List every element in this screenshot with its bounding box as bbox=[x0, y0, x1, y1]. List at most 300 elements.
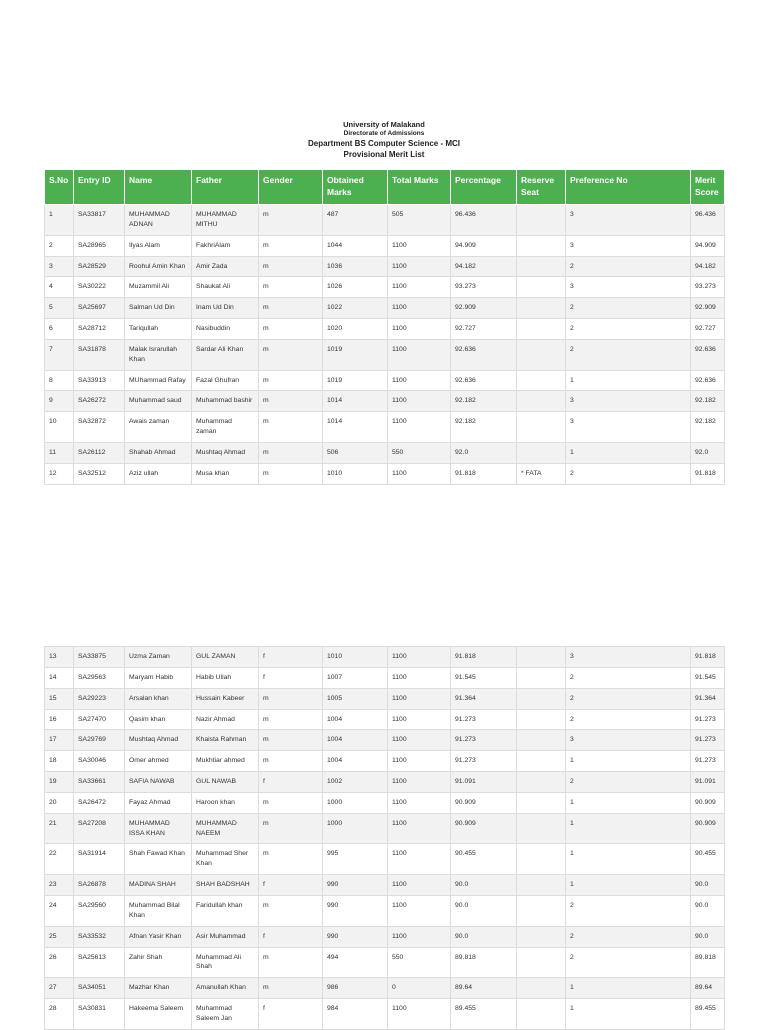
cell-merit-score: 91.273 bbox=[691, 709, 725, 730]
cell-merit-score: 90.0 bbox=[691, 875, 725, 896]
cell-percentage: 92.0 bbox=[451, 442, 517, 463]
cell-total-marks: 1100 bbox=[388, 339, 451, 370]
cell-preference-no: 1 bbox=[566, 999, 691, 1030]
cell-obtained-marks: 1004 bbox=[323, 730, 388, 751]
cell-father: MUHAMMAD MITHU bbox=[192, 205, 259, 236]
table-row bbox=[45, 688, 725, 709]
cell-preference-no: 1 bbox=[566, 442, 691, 463]
cell-total-marks: 1100 bbox=[388, 772, 451, 793]
cell-reserve-seat bbox=[517, 319, 566, 340]
cell-merit-score: 92.0 bbox=[691, 442, 725, 463]
cell-percentage: 92.636 bbox=[451, 370, 517, 391]
cell-sno: 17 bbox=[45, 730, 74, 751]
cell-sno: 26 bbox=[45, 947, 74, 978]
cell-obtained-marks: 1004 bbox=[323, 709, 388, 730]
cell-father: GUL NAWAB bbox=[192, 772, 259, 793]
cell-reserve-seat bbox=[517, 709, 566, 730]
cell-sno: 24 bbox=[45, 895, 74, 926]
cell-entry-id: SA25613 bbox=[74, 947, 125, 978]
cell-merit-score: 91.545 bbox=[691, 667, 725, 688]
cell-percentage: 91.273 bbox=[451, 730, 517, 751]
cell-sno: 7 bbox=[45, 339, 74, 370]
cell-percentage: 92.909 bbox=[451, 298, 517, 319]
cell-percentage: 94.909 bbox=[451, 235, 517, 256]
cell-percentage: 92.727 bbox=[451, 319, 517, 340]
cell-gender: m bbox=[259, 751, 323, 772]
cell-preference-no: 2 bbox=[566, 463, 691, 484]
cell-total-marks: 1100 bbox=[388, 875, 451, 896]
cell-sno: 13 bbox=[45, 647, 74, 668]
cell-father: Fazal Ghufran bbox=[192, 370, 259, 391]
column-header-percentage: Percentage bbox=[451, 170, 517, 205]
cell-father: Faridullah khan bbox=[192, 895, 259, 926]
cell-name: Muhammad saud bbox=[125, 391, 192, 412]
cell-sno: 21 bbox=[45, 813, 74, 844]
cell-reserve-seat bbox=[517, 235, 566, 256]
cell-name: SAFIA NAWAB bbox=[125, 772, 192, 793]
table-row bbox=[45, 926, 725, 947]
cell-entry-id: SA29560 bbox=[74, 895, 125, 926]
cell-gender: m bbox=[259, 730, 323, 751]
table-row bbox=[45, 844, 725, 875]
cell-obtained-marks: 984 bbox=[323, 999, 388, 1030]
cell-sno: 9 bbox=[45, 391, 74, 412]
cell-merit-score: 92.636 bbox=[691, 370, 725, 391]
cell-entry-id: SA32512 bbox=[74, 463, 125, 484]
cell-entry-id: SA26878 bbox=[74, 875, 125, 896]
cell-preference-no: 2 bbox=[566, 947, 691, 978]
cell-entry-id: SA30222 bbox=[74, 277, 125, 298]
table-row bbox=[45, 235, 725, 256]
cell-total-marks: 1100 bbox=[388, 463, 451, 484]
cell-name: Ilyas Alam bbox=[125, 235, 192, 256]
cell-percentage: 91.273 bbox=[451, 709, 517, 730]
cell-sno: 22 bbox=[45, 844, 74, 875]
cell-gender: m bbox=[259, 895, 323, 926]
department-title: Department BS Computer Science - MCI bbox=[307, 138, 461, 148]
cell-percentage: 93.273 bbox=[451, 277, 517, 298]
cell-gender: m bbox=[259, 298, 323, 319]
column-header-father: Father bbox=[192, 170, 259, 205]
cell-total-marks: 1100 bbox=[388, 844, 451, 875]
cell-reserve-seat bbox=[517, 339, 566, 370]
cell-father: Mushtaq Ahmad bbox=[192, 442, 259, 463]
column-header-preference-no: Preference No bbox=[566, 170, 691, 205]
cell-reserve-seat bbox=[517, 256, 566, 277]
cell-obtained-marks: 487 bbox=[323, 205, 388, 236]
cell-sno: 23 bbox=[45, 875, 74, 896]
cell-sno: 14 bbox=[45, 667, 74, 688]
cell-sno: 3 bbox=[45, 256, 74, 277]
cell-name: MUhammad Rafay bbox=[125, 370, 192, 391]
cell-sno: 12 bbox=[45, 463, 74, 484]
cell-reserve-seat bbox=[517, 730, 566, 751]
cell-merit-score: 90.909 bbox=[691, 813, 725, 844]
cell-father: Muhammad Sher Khan bbox=[192, 844, 259, 875]
cell-entry-id: SA27470 bbox=[74, 709, 125, 730]
merit-table-page-1 bbox=[44, 169, 725, 485]
cell-merit-score: 92.636 bbox=[691, 339, 725, 370]
cell-merit-score: 92.182 bbox=[691, 391, 725, 412]
cell-obtained-marks: 1014 bbox=[323, 391, 388, 412]
cell-entry-id: SA33913 bbox=[74, 370, 125, 391]
cell-gender: f bbox=[259, 875, 323, 896]
cell-name: Salman Ud Din bbox=[125, 298, 192, 319]
cell-percentage: 91.818 bbox=[451, 647, 517, 668]
table-row bbox=[45, 751, 725, 772]
cell-reserve-seat bbox=[517, 978, 566, 999]
cell-father: Muhammad Ali Shah bbox=[192, 947, 259, 978]
table-row bbox=[45, 667, 725, 688]
cell-gender: m bbox=[259, 235, 323, 256]
cell-name: Tariqullah bbox=[125, 319, 192, 340]
cell-father: Muhammad Saleem Jan bbox=[192, 999, 259, 1030]
cell-obtained-marks: 494 bbox=[323, 947, 388, 978]
cell-obtained-marks: 990 bbox=[323, 895, 388, 926]
cell-preference-no: 3 bbox=[566, 412, 691, 443]
list-title: Provisional Merit List bbox=[343, 149, 425, 159]
table-row bbox=[45, 256, 725, 277]
cell-total-marks: 1100 bbox=[388, 813, 451, 844]
cell-obtained-marks: 1026 bbox=[323, 277, 388, 298]
cell-obtained-marks: 1002 bbox=[323, 772, 388, 793]
cell-entry-id: SA26472 bbox=[74, 792, 125, 813]
cell-preference-no: 3 bbox=[566, 277, 691, 298]
cell-entry-id: SA30831 bbox=[74, 999, 125, 1030]
table-header-row bbox=[45, 170, 725, 205]
cell-name: Qasim khan bbox=[125, 709, 192, 730]
cell-gender: f bbox=[259, 667, 323, 688]
cell-preference-no: 2 bbox=[566, 709, 691, 730]
cell-obtained-marks: 990 bbox=[323, 926, 388, 947]
cell-entry-id: SA28965 bbox=[74, 235, 125, 256]
cell-merit-score: 90.0 bbox=[691, 926, 725, 947]
cell-preference-no: 1 bbox=[566, 370, 691, 391]
cell-reserve-seat bbox=[517, 875, 566, 896]
cell-gender: m bbox=[259, 412, 323, 443]
cell-sno: 4 bbox=[45, 277, 74, 298]
cell-father: Habib Ullah bbox=[192, 667, 259, 688]
cell-obtained-marks: 1004 bbox=[323, 751, 388, 772]
cell-reserve-seat bbox=[517, 391, 566, 412]
cell-total-marks: 0 bbox=[388, 978, 451, 999]
cell-name: Malak Israrullah Khan bbox=[125, 339, 192, 370]
cell-merit-score: 91.091 bbox=[691, 772, 725, 793]
table-row bbox=[45, 442, 725, 463]
cell-gender: m bbox=[259, 947, 323, 978]
cell-percentage: 90.0 bbox=[451, 875, 517, 896]
cell-reserve-seat bbox=[517, 999, 566, 1030]
cell-merit-score: 90.455 bbox=[691, 844, 725, 875]
cell-percentage: 89.455 bbox=[451, 999, 517, 1030]
cell-obtained-marks: 1000 bbox=[323, 792, 388, 813]
cell-percentage: 91.545 bbox=[451, 667, 517, 688]
cell-sno: 1 bbox=[45, 205, 74, 236]
cell-preference-no: 2 bbox=[566, 688, 691, 709]
cell-name: Roohul Amin Khan bbox=[125, 256, 192, 277]
cell-total-marks: 1100 bbox=[388, 412, 451, 443]
cell-father: Amir Zada bbox=[192, 256, 259, 277]
cell-total-marks: 1100 bbox=[388, 235, 451, 256]
cell-gender: m bbox=[259, 813, 323, 844]
directorate-name: Directorate of Admissions bbox=[343, 130, 425, 138]
cell-father: Sardar Ali Khan bbox=[192, 339, 259, 370]
cell-father: Khaista Rahman bbox=[192, 730, 259, 751]
cell-preference-no: 2 bbox=[566, 772, 691, 793]
cell-obtained-marks: 1010 bbox=[323, 647, 388, 668]
cell-merit-score: 91.273 bbox=[691, 751, 725, 772]
cell-father: Hussain Kabeer bbox=[192, 688, 259, 709]
cell-total-marks: 1100 bbox=[388, 319, 451, 340]
cell-total-marks: 1100 bbox=[388, 256, 451, 277]
table-row bbox=[45, 319, 725, 340]
cell-preference-no: 3 bbox=[566, 730, 691, 751]
cell-total-marks: 550 bbox=[388, 442, 451, 463]
table-row bbox=[45, 999, 725, 1030]
cell-preference-no: 1 bbox=[566, 875, 691, 896]
cell-name: MUHAMMAD ISSA KHAN bbox=[125, 813, 192, 844]
cell-father: Nasibuddin bbox=[192, 319, 259, 340]
cell-total-marks: 1100 bbox=[388, 277, 451, 298]
cell-percentage: 90.0 bbox=[451, 926, 517, 947]
table-row bbox=[45, 412, 725, 443]
cell-preference-no: 1 bbox=[566, 978, 691, 999]
cell-reserve-seat bbox=[517, 751, 566, 772]
cell-reserve-seat bbox=[517, 647, 566, 668]
cell-percentage: 94.182 bbox=[451, 256, 517, 277]
cell-preference-no: 2 bbox=[566, 319, 691, 340]
cell-percentage: 89.64 bbox=[451, 978, 517, 999]
cell-entry-id: SA33875 bbox=[74, 647, 125, 668]
cell-entry-id: SA29223 bbox=[74, 688, 125, 709]
cell-merit-score: 90.0 bbox=[691, 895, 725, 926]
cell-gender: f bbox=[259, 647, 323, 668]
cell-merit-score: 89.64 bbox=[691, 978, 725, 999]
cell-name: Mazhar Khan bbox=[125, 978, 192, 999]
cell-total-marks: 1100 bbox=[388, 688, 451, 709]
cell-reserve-seat bbox=[517, 926, 566, 947]
cell-obtained-marks: 990 bbox=[323, 875, 388, 896]
cell-father: Inam Ud Din bbox=[192, 298, 259, 319]
cell-obtained-marks: 1020 bbox=[323, 319, 388, 340]
cell-merit-score: 92.909 bbox=[691, 298, 725, 319]
cell-entry-id: SA33661 bbox=[74, 772, 125, 793]
table-row bbox=[45, 895, 725, 926]
cell-entry-id: SA32872 bbox=[74, 412, 125, 443]
cell-sno: 10 bbox=[45, 412, 74, 443]
cell-father: Haroon khan bbox=[192, 792, 259, 813]
table-row bbox=[45, 813, 725, 844]
cell-father: Amanullah Khan bbox=[192, 978, 259, 999]
cell-sno: 28 bbox=[45, 999, 74, 1030]
cell-sno: 16 bbox=[45, 709, 74, 730]
table-row bbox=[45, 391, 725, 412]
cell-reserve-seat bbox=[517, 844, 566, 875]
cell-preference-no: 3 bbox=[566, 391, 691, 412]
cell-reserve-seat bbox=[517, 370, 566, 391]
cell-obtained-marks: 1010 bbox=[323, 463, 388, 484]
cell-gender: m bbox=[259, 319, 323, 340]
cell-father: FakhriAlam bbox=[192, 235, 259, 256]
cell-obtained-marks: 1005 bbox=[323, 688, 388, 709]
cell-father: MUHAMMAD NAEEM bbox=[192, 813, 259, 844]
cell-name: Afnan Yasir Khan bbox=[125, 926, 192, 947]
cell-name: Hakeema Saleem bbox=[125, 999, 192, 1030]
cell-gender: m bbox=[259, 277, 323, 298]
cell-obtained-marks: 1044 bbox=[323, 235, 388, 256]
cell-entry-id: SA31914 bbox=[74, 844, 125, 875]
table-row bbox=[45, 277, 725, 298]
cell-reserve-seat bbox=[517, 277, 566, 298]
cell-preference-no: 2 bbox=[566, 339, 691, 370]
cell-total-marks: 1100 bbox=[388, 999, 451, 1030]
cell-merit-score: 91.273 bbox=[691, 730, 725, 751]
cell-sno: 20 bbox=[45, 792, 74, 813]
cell-name: Shahab Ahmad bbox=[125, 442, 192, 463]
cell-gender: f bbox=[259, 926, 323, 947]
cell-reserve-seat bbox=[517, 947, 566, 978]
cell-obtained-marks: 506 bbox=[323, 442, 388, 463]
cell-merit-score: 94.909 bbox=[691, 235, 725, 256]
cell-total-marks: 1100 bbox=[388, 895, 451, 926]
cell-name: Muhammad Bilal Khan bbox=[125, 895, 192, 926]
cell-name: Arsalan khan bbox=[125, 688, 192, 709]
cell-percentage: 91.364 bbox=[451, 688, 517, 709]
cell-name: Shah Fawad Khan bbox=[125, 844, 192, 875]
cell-gender: m bbox=[259, 256, 323, 277]
cell-percentage: 91.818 bbox=[451, 463, 517, 484]
cell-father: GUL ZAMAN bbox=[192, 647, 259, 668]
table-row bbox=[45, 875, 725, 896]
cell-total-marks: 1100 bbox=[388, 709, 451, 730]
cell-reserve-seat bbox=[517, 895, 566, 926]
cell-gender: m bbox=[259, 978, 323, 999]
cell-preference-no: 2 bbox=[566, 926, 691, 947]
cell-merit-score: 91.818 bbox=[691, 463, 725, 484]
cell-obtained-marks: 1022 bbox=[323, 298, 388, 319]
column-header-gender: Gender bbox=[259, 170, 323, 205]
cell-father: Muhammad zaman bbox=[192, 412, 259, 443]
document-header bbox=[0, 120, 768, 160]
cell-preference-no: 3 bbox=[566, 205, 691, 236]
table-row bbox=[45, 772, 725, 793]
cell-merit-score: 89.818 bbox=[691, 947, 725, 978]
cell-merit-score: 91.364 bbox=[691, 688, 725, 709]
cell-name: Zahir Shah bbox=[125, 947, 192, 978]
cell-sno: 15 bbox=[45, 688, 74, 709]
table-row bbox=[45, 978, 725, 999]
cell-gender: m bbox=[259, 844, 323, 875]
cell-reserve-seat bbox=[517, 667, 566, 688]
cell-gender: m bbox=[259, 709, 323, 730]
cell-reserve-seat bbox=[517, 688, 566, 709]
cell-percentage: 90.455 bbox=[451, 844, 517, 875]
cell-total-marks: 1100 bbox=[388, 926, 451, 947]
cell-gender: m bbox=[259, 391, 323, 412]
cell-total-marks: 550 bbox=[388, 947, 451, 978]
cell-sno: 8 bbox=[45, 370, 74, 391]
cell-preference-no: 2 bbox=[566, 256, 691, 277]
cell-gender: m bbox=[259, 205, 323, 236]
cell-percentage: 90.909 bbox=[451, 792, 517, 813]
cell-merit-score: 94.182 bbox=[691, 256, 725, 277]
cell-entry-id: SA26112 bbox=[74, 442, 125, 463]
table-row bbox=[45, 792, 725, 813]
cell-total-marks: 1100 bbox=[388, 647, 451, 668]
cell-father: Asir Muhammad bbox=[192, 926, 259, 947]
column-header-name: Name bbox=[125, 170, 192, 205]
cell-sno: 18 bbox=[45, 751, 74, 772]
cell-gender: f bbox=[259, 999, 323, 1030]
cell-preference-no: 2 bbox=[566, 298, 691, 319]
table-row bbox=[45, 709, 725, 730]
cell-gender: m bbox=[259, 442, 323, 463]
cell-obtained-marks: 995 bbox=[323, 844, 388, 875]
column-header-total-marks: Total Marks bbox=[388, 170, 451, 205]
table-row bbox=[45, 463, 725, 484]
merit-table-page-2 bbox=[44, 646, 725, 1030]
cell-merit-score: 92.182 bbox=[691, 412, 725, 443]
cell-merit-score: 90.909 bbox=[691, 792, 725, 813]
cell-reserve-seat bbox=[517, 813, 566, 844]
column-header-entry-id: Entry ID bbox=[74, 170, 125, 205]
cell-obtained-marks: 1019 bbox=[323, 370, 388, 391]
cell-gender: m bbox=[259, 688, 323, 709]
cell-father: Shaukat Ali bbox=[192, 277, 259, 298]
cell-merit-score: 92.727 bbox=[691, 319, 725, 340]
cell-entry-id: SA28529 bbox=[74, 256, 125, 277]
cell-sno: 25 bbox=[45, 926, 74, 947]
table-row bbox=[45, 947, 725, 978]
cell-merit-score: 89.455 bbox=[691, 999, 725, 1030]
cell-sno: 5 bbox=[45, 298, 74, 319]
cell-preference-no: 1 bbox=[566, 844, 691, 875]
cell-preference-no: 3 bbox=[566, 235, 691, 256]
table-row bbox=[45, 339, 725, 370]
cell-percentage: 96.436 bbox=[451, 205, 517, 236]
cell-entry-id: SA26272 bbox=[74, 391, 125, 412]
cell-gender: m bbox=[259, 339, 323, 370]
table-row bbox=[45, 298, 725, 319]
cell-gender: f bbox=[259, 772, 323, 793]
cell-name: Omer ahmed bbox=[125, 751, 192, 772]
cell-percentage: 92.636 bbox=[451, 339, 517, 370]
table-row bbox=[45, 205, 725, 236]
cell-father: Mukhtiar ahmed bbox=[192, 751, 259, 772]
cell-name: Awais zaman bbox=[125, 412, 192, 443]
cell-preference-no: 1 bbox=[566, 792, 691, 813]
university-name: University of Malakand bbox=[343, 120, 425, 129]
cell-entry-id: SA29563 bbox=[74, 667, 125, 688]
cell-name: Uzma Zaman bbox=[125, 647, 192, 668]
cell-gender: m bbox=[259, 463, 323, 484]
cell-entry-id: SA28712 bbox=[74, 319, 125, 340]
cell-percentage: 90.0 bbox=[451, 895, 517, 926]
cell-sno: 6 bbox=[45, 319, 74, 340]
cell-entry-id: SA27208 bbox=[74, 813, 125, 844]
cell-name: MUHAMMAD ADNAN bbox=[125, 205, 192, 236]
cell-total-marks: 1100 bbox=[388, 792, 451, 813]
cell-father: Musa khan bbox=[192, 463, 259, 484]
cell-percentage: 92.182 bbox=[451, 412, 517, 443]
cell-reserve-seat bbox=[517, 205, 566, 236]
cell-total-marks: 1100 bbox=[388, 370, 451, 391]
cell-entry-id: SA34051 bbox=[74, 978, 125, 999]
cell-percentage: 91.273 bbox=[451, 751, 517, 772]
cell-percentage: 90.909 bbox=[451, 813, 517, 844]
cell-total-marks: 1100 bbox=[388, 298, 451, 319]
cell-merit-score: 91.818 bbox=[691, 647, 725, 668]
